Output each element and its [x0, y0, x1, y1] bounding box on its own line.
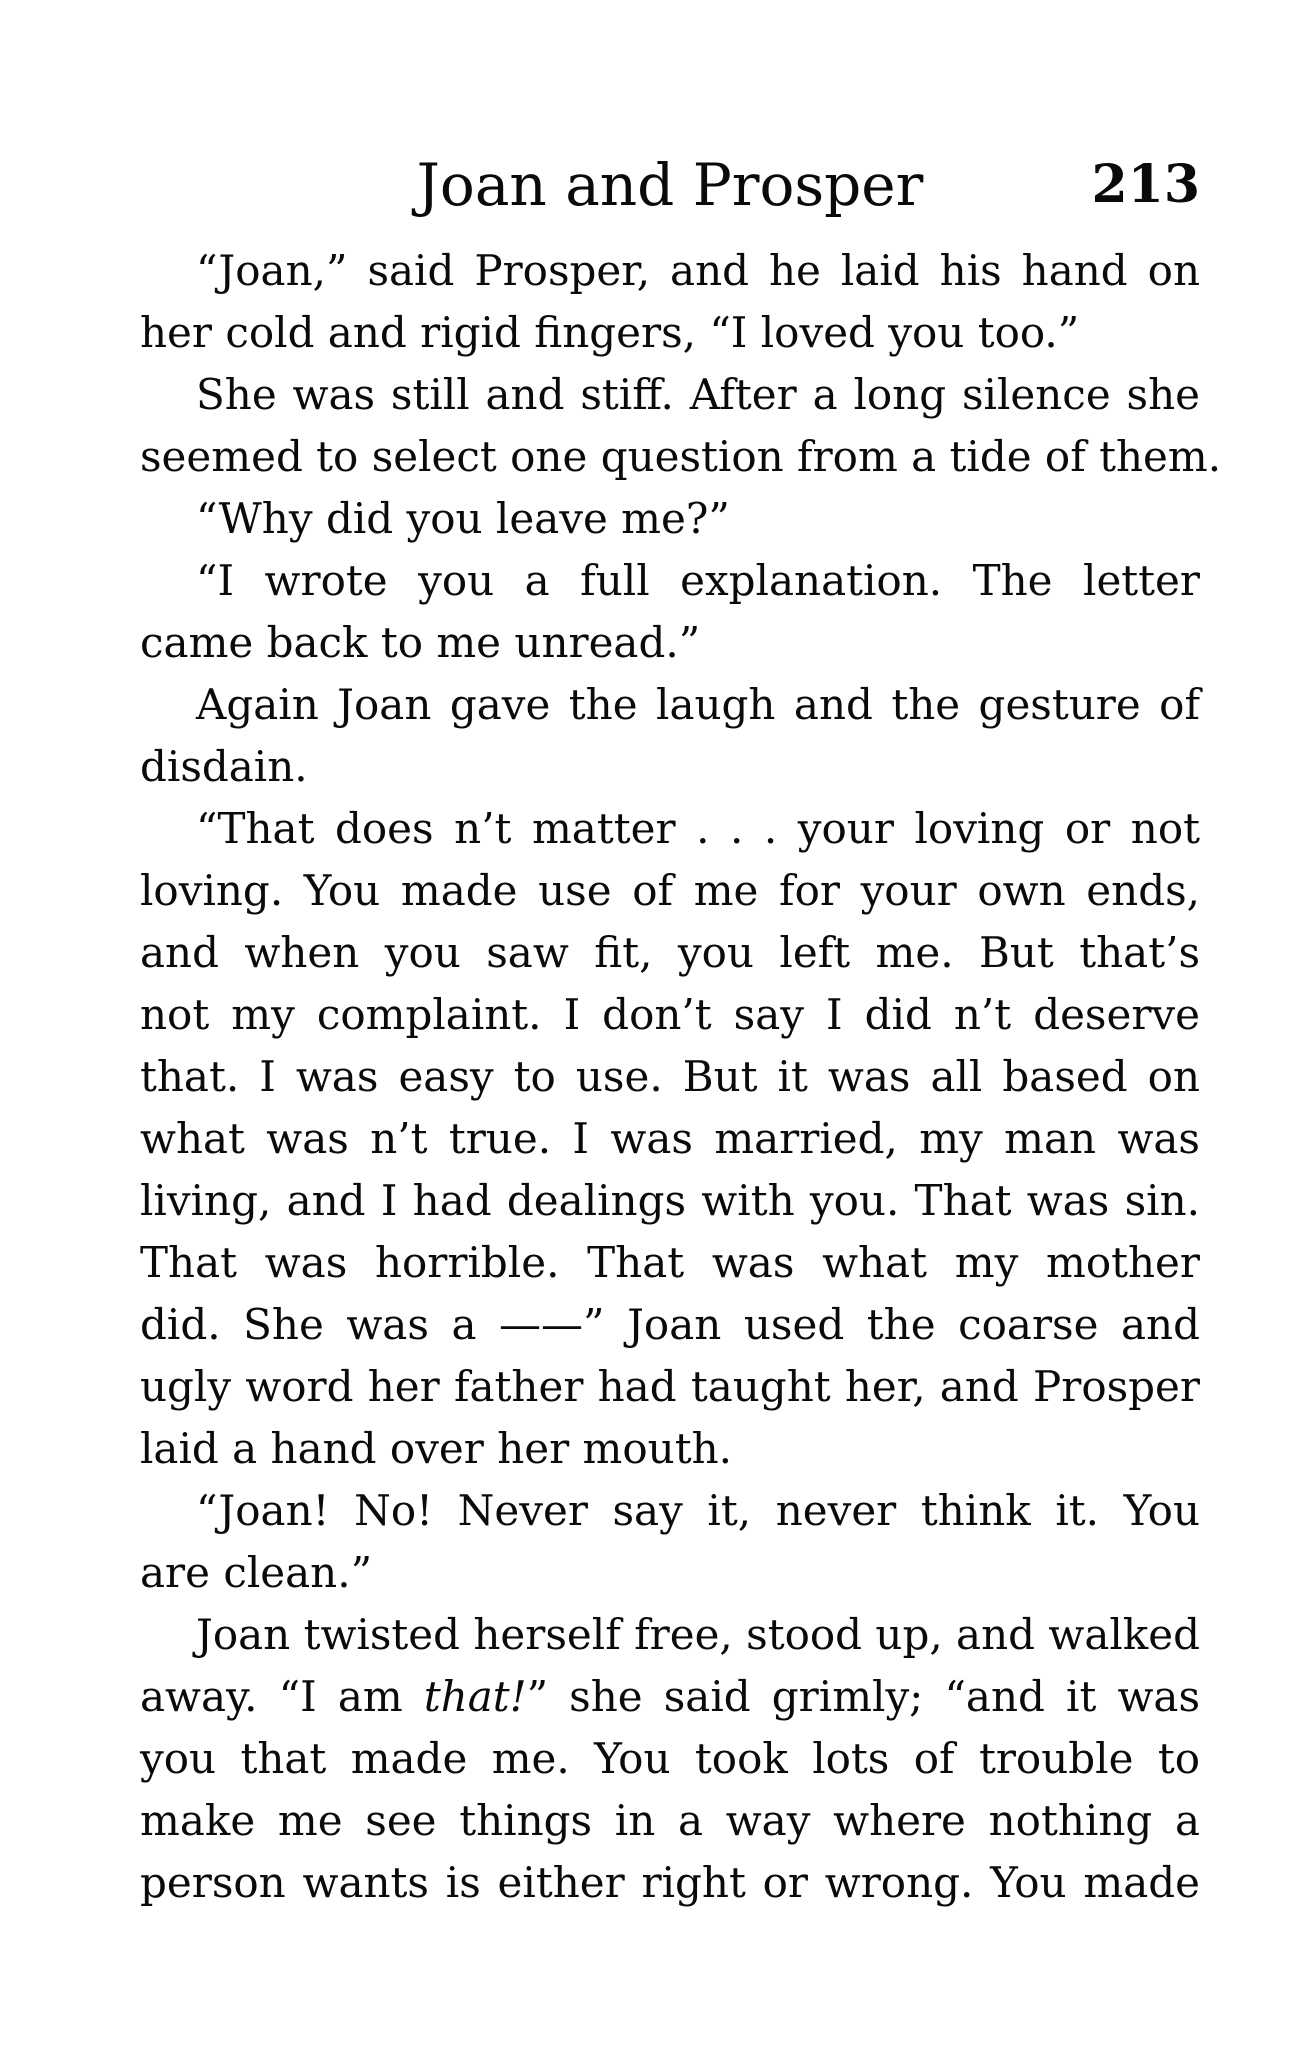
page-number: 213: [1091, 154, 1200, 215]
text-line: Again Joan gave the laugh and the gesture of: [196, 680, 1200, 729]
text-line: loving. You made use of me for your own ends,: [140, 866, 1200, 915]
text-line: not my complaint. I don’t say I did n’t deserve: [140, 990, 1200, 1039]
text-line: make me see things in a way where nothing a: [140, 1796, 1200, 1845]
text-line-with-italic: [140, 1666, 1200, 1728]
text-line: laid a hand over her mouth.: [140, 1424, 732, 1473]
running-title: Joan and Prosper: [416, 151, 924, 219]
text-line: and when you saw fit, you left me. But that’s: [140, 928, 1200, 977]
text-line: her cold and rigid fingers, “I loved you too.”: [140, 308, 1080, 357]
text-line: “That does n’t matter . . . your loving or not: [196, 804, 1200, 853]
text-line: “I wrote you a full explanation. The letter: [196, 556, 1200, 605]
text-segment: away. “I am: [140, 1672, 424, 1721]
text-line: ugly word her father had taught her, and Prosper: [140, 1362, 1200, 1411]
text-line: “Why did you leave me?”: [196, 494, 730, 543]
text-line: Joan twisted herself free, stood up, and walked: [196, 1610, 1200, 1659]
text-line: are clean.”: [140, 1548, 373, 1597]
text-line: what was n’t true. I was married, my man was: [140, 1114, 1200, 1163]
text-line: did. She was a ——” Joan used the coarse and: [140, 1300, 1200, 1349]
text-segment: ” she said grimly; “and it was: [526, 1672, 1201, 1721]
text-line: you that made me. You took lots of trouble to: [140, 1734, 1200, 1783]
running-head: [140, 150, 1200, 220]
text-line: That was horrible. That was what my mother: [140, 1238, 1200, 1287]
body-text: [140, 240, 1222, 1914]
text-line: that. I was easy to use. But it was all based on: [140, 1052, 1200, 1101]
text-line: She was still and stiff. After a long silence she: [196, 370, 1200, 419]
text-line: seemed to select one question from a tide of them.: [140, 432, 1222, 481]
text-line: came back to me unread.”: [140, 618, 701, 667]
italic-emphasis: that!: [423, 1672, 527, 1721]
text-line: person wants is either right or wrong. You made: [140, 1858, 1200, 1907]
text-line: “Joan! No! Never say it, never think it. You: [196, 1486, 1200, 1535]
text-line: living, and I had dealings with you. That was sin.: [140, 1176, 1200, 1225]
text-line: disdain.: [140, 742, 308, 791]
text-line: “Joan,” said Prosper, and he laid his hand on: [196, 246, 1200, 295]
